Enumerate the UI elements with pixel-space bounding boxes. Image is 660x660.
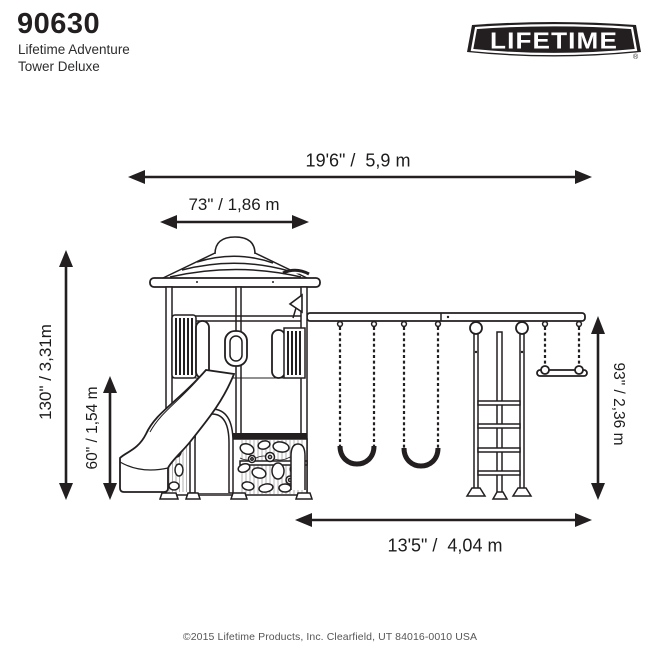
swing-1 (340, 327, 374, 464)
arrow-swing-width (295, 513, 592, 527)
product-name-line2: Tower Deluxe (18, 58, 100, 74)
dimension-label-base-height: 60" / 1,54 m (84, 386, 101, 470)
trapeze-bar (537, 327, 587, 376)
arrow-swing-height (591, 316, 605, 500)
copyright-text: ©2015 Lifetime Products, Inc. Clearfield, UT 84016-0010 USA (182, 631, 478, 643)
dimension-label-swing-height: 93" / 2,36 m (610, 362, 627, 446)
swing-beam (307, 313, 585, 326)
dimension-label-tower-height: 130" / 3,31m (36, 324, 55, 420)
arrow-overall-width (128, 170, 592, 184)
climbing-ladder (467, 322, 531, 499)
logo-wordmark: LIFETIME (490, 27, 618, 54)
dimension-label-overall-width: 19'6" / 5,9 m (305, 150, 411, 171)
product-number: 90630 (17, 8, 101, 40)
right-railing-panel (272, 328, 305, 378)
arrow-tower-width (160, 215, 309, 229)
swing-2 (404, 327, 438, 466)
dimension-label-swing-width: 13'5" / 4,04 m (387, 535, 503, 556)
registered-trademark-mark: ® (633, 54, 639, 61)
telescope-icon (290, 295, 302, 318)
arrow-base-height (103, 376, 117, 500)
tower-roof (150, 237, 320, 287)
product-name-line1: Lifetime Adventure (18, 42, 130, 57)
arrow-tower-height (59, 250, 73, 500)
left-railing-panel (172, 315, 209, 378)
dimension-label-tower-width: 73" / 1,86 m (188, 195, 280, 214)
center-window (225, 331, 247, 366)
